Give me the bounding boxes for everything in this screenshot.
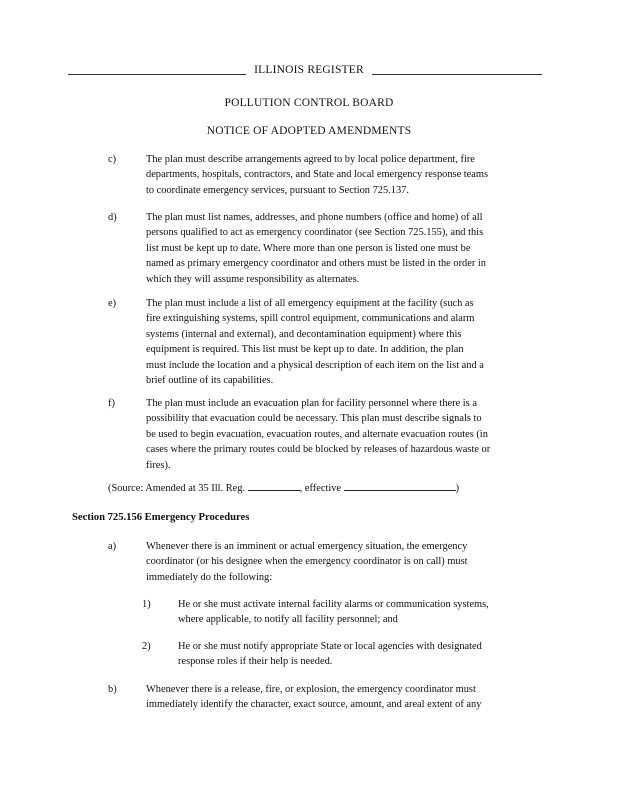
text-line: The plan must list names, addresses, and phone numbers (office and home) of all xyxy=(146,212,483,223)
paragraph-text xyxy=(146,682,548,713)
text-line: equipment is required. This list must be kept up to date. In addition, the plan xyxy=(146,344,464,356)
text-line: He or she must activate internal facility alarms or communication systems, xyxy=(178,599,489,610)
text-line: immediately do the following: xyxy=(146,571,273,583)
paragraph-text xyxy=(146,539,548,585)
source-middle: , effective xyxy=(299,483,342,494)
text-line: brief outline of its capabilities. xyxy=(146,375,274,387)
text-line: response roles if their help is needed. xyxy=(178,656,333,668)
text-line: Whenever there is an imminent or actual emergency situation, the emergency xyxy=(146,541,468,552)
text-line: named as primary emergency coordinator and others must be listed in the order in xyxy=(146,258,486,270)
paragraph-text xyxy=(146,296,548,388)
paragraph-marker: 2) xyxy=(142,641,151,652)
section-heading: Section 725.156 Emergency Procedures xyxy=(72,512,250,523)
text-line: possibility that evacuation could be necessary. This plan must describe signals to xyxy=(146,413,482,425)
register-title: ILLINOIS REGISTER xyxy=(254,64,364,76)
text-line: He or she must notify appropriate State or local agencies with designated xyxy=(178,641,482,652)
text-line: list must be kept up to date. Where more than one person is listed one must be xyxy=(146,242,471,254)
text-line: persons qualified to act as emergency coordinator (see Section 725.155), and this xyxy=(146,227,484,239)
text-line: The plan must include an evacuation plan for facility personnel where there is a xyxy=(146,398,477,409)
paragraph-marker: 1) xyxy=(142,599,151,610)
text-line: cases where the primary routes could be blocked by releases of hazardous waste or xyxy=(146,444,491,456)
text-line: fire extinguishing systems, spill control equipment, communications and alarm xyxy=(146,313,475,325)
source-suffix: ) xyxy=(455,483,460,494)
paragraph-marker: a) xyxy=(108,541,117,552)
paragraph-marker: e) xyxy=(108,298,117,309)
paragraph-text xyxy=(178,639,546,670)
text-line: which they will assume responsibility as alternates. xyxy=(146,273,360,285)
text-line: must include the location and a physical description of each item on the list and a xyxy=(146,359,484,371)
text-line: The plan must describe arrangements agreed to by local police department, fire xyxy=(146,154,475,165)
text-line: Whenever there is a release, fire, or explosion, the emergency coordinator must xyxy=(146,684,476,695)
text-line: The plan must include a list of all emergency equipment at the facility (such as xyxy=(146,298,474,309)
text-line: coordinator (or his designee when the emergency coordinator is on call) must xyxy=(146,556,468,568)
paragraph-text xyxy=(146,152,548,198)
notice-title: NOTICE OF ADOPTED AMENDMENTS xyxy=(206,125,412,137)
text-line: to coordinate emergency services, pursuant to Section 725.137. xyxy=(146,184,409,196)
board-title: POLLUTION CONTROL BOARD xyxy=(224,97,394,109)
paragraph-marker: c) xyxy=(108,154,117,165)
text-line: systems (internal and external), and decontamination equipment) where this xyxy=(146,328,462,340)
text-line: be used to begin evacuation, evacuation routes, and alternate evacuation routes (in xyxy=(146,428,488,440)
source-note xyxy=(108,483,548,494)
paragraph-marker: b) xyxy=(108,684,117,695)
paragraph-marker: d) xyxy=(108,212,117,223)
source-blank-volume xyxy=(248,490,300,491)
source-prefix: (Source: Amended at 35 Ill. Reg. xyxy=(108,483,246,494)
paragraph-text xyxy=(178,597,546,628)
text-line: fires). xyxy=(146,459,171,471)
source-blank-date xyxy=(344,490,456,491)
text-line: where applicable, to notify all facility personnel; and xyxy=(178,614,398,626)
paragraph-text xyxy=(146,210,548,287)
text-line: immediately identify the character, exact source, amount, and areal extent of any xyxy=(146,699,482,711)
paragraph-text xyxy=(146,396,548,473)
text-line: departments, hospitals, contractors, and State and local emergency response teams xyxy=(146,169,489,181)
paragraph-marker: f) xyxy=(108,398,115,409)
